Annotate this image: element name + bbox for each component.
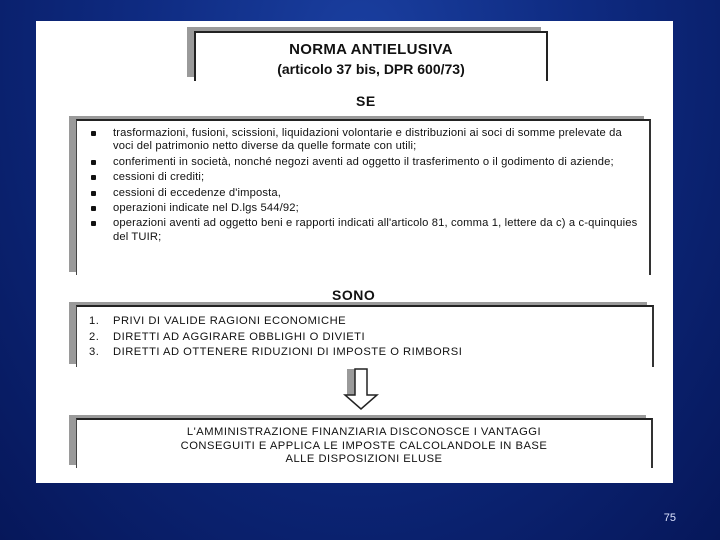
conclusion-line: ALLE DISPOSIZIONI ELUSE bbox=[285, 453, 443, 465]
bullet-icon bbox=[91, 175, 96, 180]
list-item bbox=[91, 171, 641, 184]
list-item-text: operazioni aventi ad oggetto beni e rapporti indicati all'articolo 81, comma 1, lettere da c) a c-quinquies del TUIR; bbox=[113, 217, 638, 243]
list-item-number: 1. bbox=[89, 315, 100, 327]
list-item bbox=[91, 202, 641, 215]
page-number: 75 bbox=[663, 512, 676, 524]
bullet-icon bbox=[91, 206, 96, 211]
list-item-text: operazioni indicate nel D.lgs 544/92; bbox=[113, 202, 299, 215]
list-item-number: 3. bbox=[89, 346, 100, 358]
list-item bbox=[89, 330, 652, 346]
list-item bbox=[89, 314, 652, 330]
sono-conditions-box bbox=[76, 305, 654, 367]
sono-label: SONO bbox=[332, 287, 376, 303]
list-item bbox=[91, 156, 641, 169]
list-item bbox=[91, 127, 641, 154]
conclusion-text bbox=[77, 420, 651, 467]
list-item-text: DIRETTI AD AGGIRARE OBBLIGHI O DIVIETI bbox=[113, 330, 366, 343]
se-conditions-box bbox=[76, 119, 651, 275]
list-item-text: trasformazioni, fusioni, scissioni, liquidazioni volontarie e distribuzioni ai soci di somme prelevate da voci del patrimonio netto diverse da quelle formate con utili; bbox=[113, 127, 622, 153]
sono-list bbox=[77, 314, 652, 361]
list-item bbox=[91, 217, 641, 244]
list-item bbox=[89, 345, 652, 361]
conclusion-line: CONSEGUITI E APPLICA LE IMPOSTE CALCOLANDOLE IN BASE bbox=[180, 439, 548, 452]
list-item bbox=[91, 187, 641, 200]
down-arrow-icon bbox=[341, 367, 389, 413]
slide-content-panel bbox=[36, 21, 673, 483]
list-item-text: PRIVI DI VALIDE RAGIONI ECONOMICHE bbox=[113, 315, 347, 327]
list-item-text: cessioni di crediti; bbox=[113, 171, 205, 184]
conclusion-box bbox=[76, 418, 653, 468]
list-item-text: conferimenti in società, nonché negozi aventi ad oggetto il trasferimento o il godimento di aziende; bbox=[113, 155, 614, 168]
conclusion-line: L'AMMINISTRAZIONE FINANZIARIA DISCONOSCE I VANTAGGI bbox=[186, 426, 542, 438]
bullet-icon bbox=[91, 191, 96, 196]
list-item-text: cessioni di eccedenze d'imposta, bbox=[113, 186, 282, 199]
title-subtitle: (articolo 37 bis, DPR 600/73) bbox=[277, 61, 465, 77]
se-list bbox=[77, 127, 649, 244]
bullet-icon bbox=[91, 160, 96, 165]
title-box bbox=[194, 31, 548, 81]
list-item-text: DIRETTI AD OTTENERE RIDUZIONI DI IMPOSTE O RIMBORSI bbox=[113, 346, 463, 358]
title-main: NORMA ANTIELUSIVA bbox=[289, 41, 453, 58]
se-label: SE bbox=[356, 93, 376, 109]
list-item-number: 2. bbox=[89, 330, 100, 343]
bullet-icon bbox=[91, 131, 96, 136]
bullet-icon bbox=[91, 221, 96, 226]
